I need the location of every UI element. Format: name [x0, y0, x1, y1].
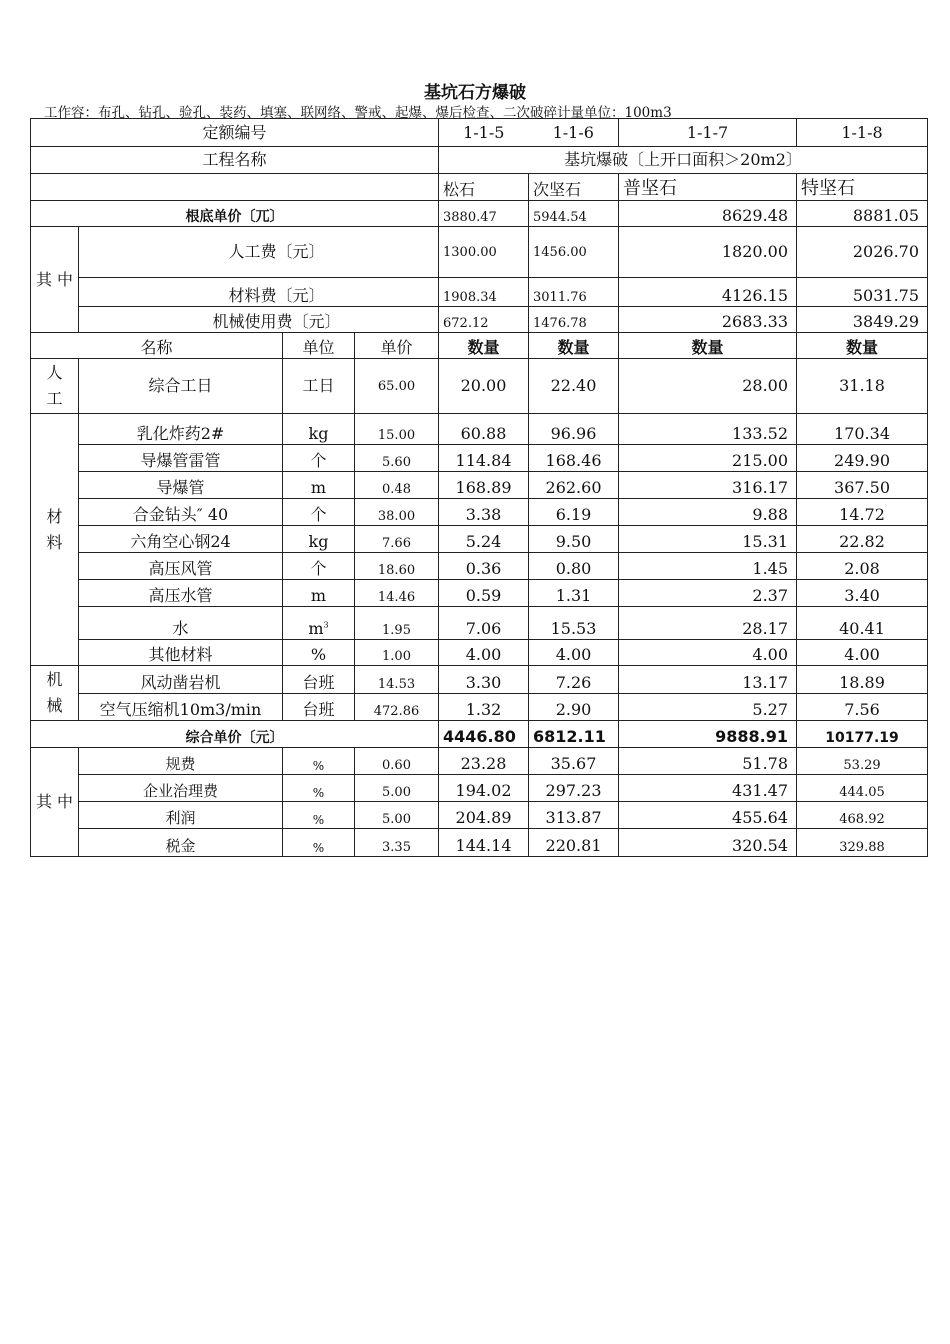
material-unit: $m^3$ — [283, 607, 355, 640]
machine-qty-1: 1.32 — [439, 694, 529, 721]
material-qty-4: 2.08 — [797, 553, 928, 580]
material-qty-2: 4.00 — [529, 640, 619, 666]
col-unit-header: 单位 — [283, 333, 355, 359]
material-row — [31, 580, 928, 607]
fee-unit: % — [283, 775, 355, 802]
column-header-row — [31, 333, 928, 359]
project-row — [31, 147, 928, 174]
material-price: 7.66 — [355, 526, 439, 553]
material-unit: m — [283, 580, 355, 607]
material-qty-4: 22.82 — [797, 526, 928, 553]
base-price-row — [31, 201, 928, 227]
material-qty-2: 168.46 — [529, 445, 619, 472]
material-cost-2: 3011.76 — [529, 278, 619, 307]
material-cost-3: 4126.15 — [619, 278, 797, 307]
machine-unit: 台班 — [283, 666, 355, 694]
material-qty-1: 60.88 — [439, 414, 529, 445]
rock-type-row — [31, 174, 928, 201]
base-price-2: 5944.54 — [529, 201, 619, 227]
machine-name: 空气压缩机10m3/min — [79, 694, 283, 721]
fee-value-2: 297.23 — [529, 775, 619, 802]
material-qty-3: 316.17 — [619, 472, 797, 499]
material-unit: % — [283, 640, 355, 666]
col-qty-header-2: 数量 — [529, 333, 619, 359]
fee-value-4: 329.88 — [797, 829, 928, 857]
machine-qty-1: 3.30 — [439, 666, 529, 694]
labor-unit: 工日 — [283, 359, 355, 414]
fee-name: 税金 — [79, 829, 283, 857]
material-name: 其他材料 — [79, 640, 283, 666]
col-name-header: 名称 — [31, 333, 283, 359]
material-unit: kg — [283, 526, 355, 553]
material-qty-1: 0.59 — [439, 580, 529, 607]
total-row — [31, 721, 928, 748]
labor-cost-4: 2026.70 — [797, 227, 928, 278]
material-qty-4: 14.72 — [797, 499, 928, 526]
machine-row — [31, 694, 928, 721]
material-unit: 个 — [283, 499, 355, 526]
labor-qty-2: 22.40 — [529, 359, 619, 414]
material-qty-3: 1.45 — [619, 553, 797, 580]
material-qty-1: 168.89 — [439, 472, 529, 499]
material-qty-4: 40.41 — [797, 607, 928, 640]
fee-value-1: 194.02 — [439, 775, 529, 802]
fee-row — [31, 829, 928, 857]
material-qty-2: 96.96 — [529, 414, 619, 445]
fee-value-1: 144.14 — [439, 829, 529, 857]
fee-value-2: 313.87 — [529, 802, 619, 829]
material-qty-2: 6.19 — [529, 499, 619, 526]
labor-group-label: 人 工 — [31, 359, 79, 414]
machine-qty-3: 5.27 — [619, 694, 797, 721]
code-1: 1-1-5 — [463, 122, 505, 142]
material-qty-4: 170.34 — [797, 414, 928, 445]
col-qty-header-4: 数量 — [797, 333, 928, 359]
rock-type-blank — [31, 174, 439, 201]
fee-name: 规费 — [79, 748, 283, 775]
material-unit: 个 — [283, 445, 355, 472]
fee-rate: 5.00 — [355, 802, 439, 829]
machine-qty-4: 18.89 — [797, 666, 928, 694]
code-4: 1-1-8 — [797, 119, 928, 147]
material-qty-3: 4.00 — [619, 640, 797, 666]
rock-type-1: 松石 — [439, 174, 529, 201]
labor-price: 65.00 — [355, 359, 439, 414]
material-qty-3: 133.52 — [619, 414, 797, 445]
base-price-3: 8629.48 — [619, 201, 797, 227]
fee-row — [31, 748, 928, 775]
machine-cost-1: 672.12 — [439, 307, 529, 333]
fee-unit: % — [283, 748, 355, 775]
total-2: 6812.11 — [529, 721, 619, 748]
material-price: 14.46 — [355, 580, 439, 607]
material-qty-1: 4.00 — [439, 640, 529, 666]
material-name: 水 — [79, 607, 283, 640]
material-row — [31, 472, 928, 499]
material-name: 导爆管雷管 — [79, 445, 283, 472]
base-price-4: 8881.05 — [797, 201, 928, 227]
machine-cost-row — [31, 307, 928, 333]
rock-type-2: 次坚石 — [529, 174, 619, 201]
fee-value-3: 431.47 — [619, 775, 797, 802]
fee-row — [31, 775, 928, 802]
material-qty-3: 9.88 — [619, 499, 797, 526]
base-price-1: 3880.47 — [439, 201, 529, 227]
code-cell-1-2 — [439, 119, 619, 147]
material-qty-2: 1.31 — [529, 580, 619, 607]
material-price: 0.48 — [355, 472, 439, 499]
fee-value-4: 53.29 — [797, 748, 928, 775]
material-qty-1: 5.24 — [439, 526, 529, 553]
material-row — [31, 640, 928, 666]
quota-table — [30, 118, 928, 857]
material-price: 1.95 — [355, 607, 439, 640]
material-qty-2: 9.50 — [529, 526, 619, 553]
material-qty-3: 15.31 — [619, 526, 797, 553]
col-qty-header-1: 数量 — [439, 333, 529, 359]
labor-cost-1: 1300.00 — [439, 227, 529, 278]
material-name: 高压水管 — [79, 580, 283, 607]
code-label: 定额编号 — [31, 119, 439, 147]
material-cost-4: 5031.75 — [797, 278, 928, 307]
material-price: 38.00 — [355, 499, 439, 526]
material-name: 导爆管 — [79, 472, 283, 499]
rock-type-3: 普坚石 — [619, 174, 797, 201]
material-group-label: 材 料 — [31, 414, 79, 666]
project-label: 工程名称 — [31, 147, 439, 174]
total-3: 9888.91 — [619, 721, 797, 748]
material-price: 1.00 — [355, 640, 439, 666]
fee-value-2: 220.81 — [529, 829, 619, 857]
material-name: 乳化炸药2# — [79, 414, 283, 445]
material-row — [31, 414, 928, 445]
material-qty-4: 3.40 — [797, 580, 928, 607]
fee-value-3: 455.64 — [619, 802, 797, 829]
breakdown1-group-label: 其 中 — [31, 227, 79, 333]
machine-cost-3: 2683.33 — [619, 307, 797, 333]
machine-name: 风动凿岩机 — [79, 666, 283, 694]
machine-price: 472.86 — [355, 694, 439, 721]
base-price-label: 根底单价〔兀〕 — [31, 201, 439, 227]
material-cost-label: 材料费〔元〕 — [79, 278, 439, 307]
material-row — [31, 553, 928, 580]
total-4: 10177.19 — [797, 721, 928, 748]
fee-rate: 3.35 — [355, 829, 439, 857]
material-name: 合金钻头″ 40 — [79, 499, 283, 526]
fee-value-4: 444.05 — [797, 775, 928, 802]
fee-name: 企业治理费 — [79, 775, 283, 802]
rock-type-4: 特坚石 — [797, 174, 928, 201]
machine-row — [31, 666, 928, 694]
work-content-line: 工作容：布孔、钻孔、验孔、装药、填塞、联网络、警戒、起爆、爆后检查、二次破碎计量单位：100m3 — [44, 105, 672, 121]
material-qty-2: 262.60 — [529, 472, 619, 499]
fee-value-1: 204.89 — [439, 802, 529, 829]
material-cost-row — [31, 278, 928, 307]
fee-rate: 5.00 — [355, 775, 439, 802]
material-unit: m — [283, 472, 355, 499]
project-name: 基坑爆破〔上开口面积＞20m2〕 — [439, 147, 928, 174]
material-unit: 个 — [283, 553, 355, 580]
material-qty-1: 3.38 — [439, 499, 529, 526]
fee-value-2: 35.67 — [529, 748, 619, 775]
page-title: 基坑石方爆破 — [424, 83, 526, 103]
machine-unit: 台班 — [283, 694, 355, 721]
labor-cost-2: 1456.00 — [529, 227, 619, 278]
total-label: 综合单价〔元〕 — [31, 721, 439, 748]
material-name: 高压风管 — [79, 553, 283, 580]
material-qty-3: 28.17 — [619, 607, 797, 640]
labor-row — [31, 359, 928, 414]
fee-unit: % — [283, 802, 355, 829]
fee-name: 利润 — [79, 802, 283, 829]
material-name: 六角空心钢24 — [79, 526, 283, 553]
machine-qty-2: 2.90 — [529, 694, 619, 721]
labor-name: 综合工日 — [79, 359, 283, 414]
machine-cost-label: 机械使用费〔元〕 — [79, 307, 439, 333]
material-qty-2: 15.53 — [529, 607, 619, 640]
material-qty-2: 0.80 — [529, 553, 619, 580]
material-qty-3: 215.00 — [619, 445, 797, 472]
code-row — [31, 119, 928, 147]
fee-value-1: 23.28 — [439, 748, 529, 775]
code-3: 1-1-7 — [619, 119, 797, 147]
labor-cost-label: 人工费〔元〕 — [79, 227, 439, 278]
col-qty-header-3: 数量 — [619, 333, 797, 359]
material-row — [31, 526, 928, 553]
fee-unit: % — [283, 829, 355, 857]
machine-qty-2: 7.26 — [529, 666, 619, 694]
material-row — [31, 499, 928, 526]
machine-price: 14.53 — [355, 666, 439, 694]
machine-cost-4: 3849.29 — [797, 307, 928, 333]
material-qty-1: 114.84 — [439, 445, 529, 472]
material-price: 15.00 — [355, 414, 439, 445]
labor-qty-1: 20.00 — [439, 359, 529, 414]
material-qty-3: 2.37 — [619, 580, 797, 607]
labor-cost-3: 1820.00 — [619, 227, 797, 278]
total-1: 4446.80 — [439, 721, 529, 748]
material-cost-1: 1908.34 — [439, 278, 529, 307]
fee-value-3: 51.78 — [619, 748, 797, 775]
machine-qty-3: 13.17 — [619, 666, 797, 694]
fee-row — [31, 802, 928, 829]
machine-group-label: 机 械 — [31, 666, 79, 721]
material-price: 18.60 — [355, 553, 439, 580]
material-price: 5.60 — [355, 445, 439, 472]
fee-value-3: 320.54 — [619, 829, 797, 857]
fee-rate: 0.60 — [355, 748, 439, 775]
machine-qty-4: 7.56 — [797, 694, 928, 721]
material-unit: kg — [283, 414, 355, 445]
material-qty-4: 367.50 — [797, 472, 928, 499]
material-qty-4: 249.90 — [797, 445, 928, 472]
labor-cost-row — [31, 227, 928, 278]
material-qty-1: 7.06 — [439, 607, 529, 640]
material-qty-4: 4.00 — [797, 640, 928, 666]
material-row — [31, 445, 928, 472]
material-row — [31, 607, 928, 640]
col-price-header: 单价 — [355, 333, 439, 359]
code-2: 1-1-6 — [552, 122, 594, 142]
labor-qty-4: 31.18 — [797, 359, 928, 414]
breakdown2-group-label: 其 中 — [31, 748, 79, 857]
machine-cost-2: 1476.78 — [529, 307, 619, 333]
fee-value-4: 468.92 — [797, 802, 928, 829]
labor-qty-3: 28.00 — [619, 359, 797, 414]
material-qty-1: 0.36 — [439, 553, 529, 580]
